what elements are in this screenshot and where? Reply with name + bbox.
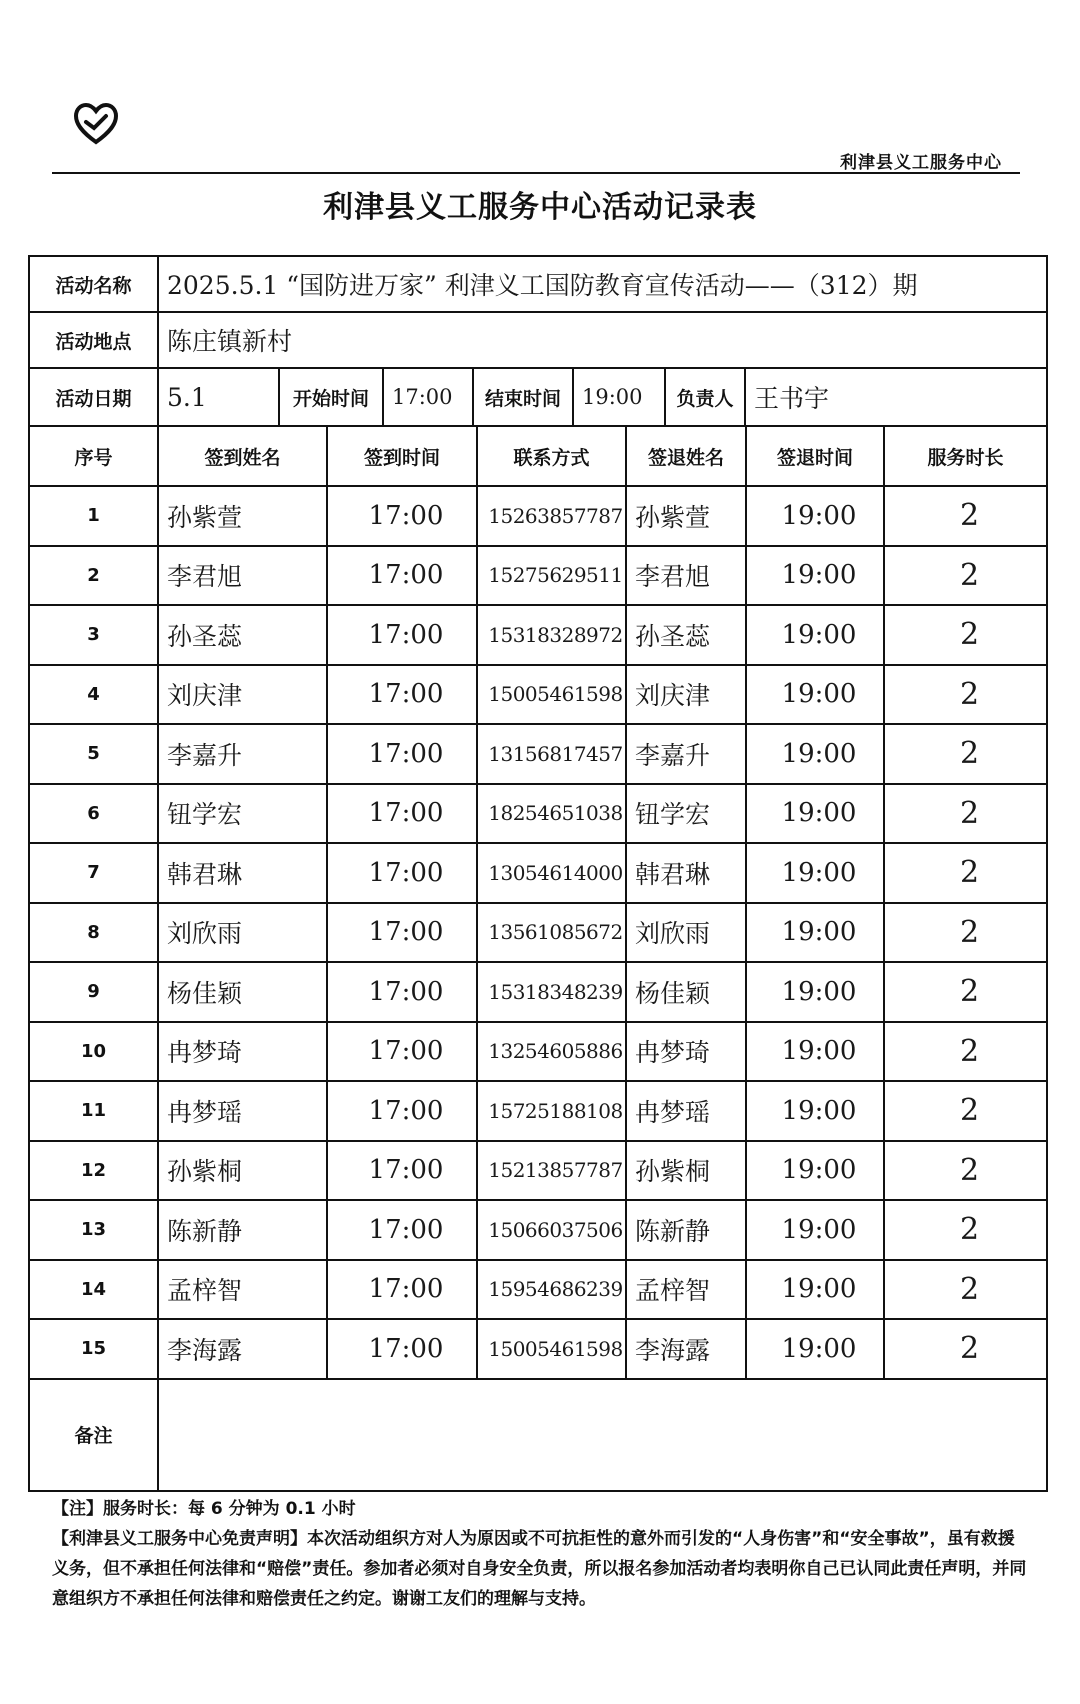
signin-time: 17:00 (327, 1260, 477, 1320)
table-row (29, 962, 1047, 1022)
row-number: 8 (29, 903, 158, 963)
activity-name-label: 活动名称 (29, 256, 158, 312)
table-row (29, 1141, 1047, 1201)
signin-name: 孟梓智 (158, 1260, 327, 1320)
table-row (29, 486, 1047, 546)
activity-name-row (29, 256, 1047, 312)
signin-time: 17:00 (327, 903, 477, 963)
column-header: 序号 (29, 426, 158, 486)
signout-time: 19:00 (746, 1200, 884, 1260)
signout-time: 19:00 (746, 962, 884, 1022)
row-number: 9 (29, 962, 158, 1022)
row-number: 10 (29, 1022, 158, 1082)
disclaimer-text: 【利津县义工服务中心免责声明】本次活动组织方对人为原因或不可抗拒性的意外而引发的“人身伤害”和“安全事故”，虽有救援义务，但不承担任何法律和“赔偿”责任。参加者必须对自身安全负责，所以报名参加活动者均表明你自己已认同此责任声明，并同意组织方不承担任何法律和赔偿责任之约定。谢谢工友们的理解与支持。 (52, 1529, 1027, 1609)
row-number: 14 (29, 1260, 158, 1320)
column-header: 联系方式 (477, 426, 626, 486)
table-row (29, 1260, 1047, 1320)
contact-phone: 15213857787 (477, 1141, 626, 1201)
end-time-label: 结束时间 (473, 369, 573, 425)
service-hours: 2 (884, 1022, 1047, 1082)
signin-name: 李嘉升 (158, 724, 327, 784)
column-header: 服务时长 (884, 426, 1047, 486)
signout-time: 19:00 (746, 546, 884, 606)
remarks-row (29, 1379, 1047, 1491)
row-number: 1 (29, 486, 158, 546)
contact-phone: 13156817457 (477, 724, 626, 784)
service-hours: 2 (884, 546, 1047, 606)
signout-time: 19:00 (746, 486, 884, 546)
heart-hand-icon (72, 100, 120, 148)
column-header: 签到姓名 (158, 426, 327, 486)
row-number: 15 (29, 1319, 158, 1379)
signin-name: 刘庆津 (158, 665, 327, 725)
contact-phone: 15318328972 (477, 605, 626, 665)
row-number: 6 (29, 784, 158, 844)
contact-phone: 13254605886 (477, 1022, 626, 1082)
signin-name: 刘欣雨 (158, 903, 327, 963)
person-in-charge-label: 负责人 (665, 369, 745, 425)
service-duration-note: 【注】服务时长：每 6 分钟为 0.1 小时 (52, 1499, 356, 1519)
signin-name: 冉梦琦 (158, 1022, 327, 1082)
signout-name: 孙圣蕊 (626, 605, 746, 665)
signin-time: 17:00 (327, 546, 477, 606)
signout-name: 李海露 (626, 1319, 746, 1379)
signout-name: 韩君琳 (626, 843, 746, 903)
service-hours: 2 (884, 1260, 1047, 1320)
signin-time: 17:00 (327, 486, 477, 546)
contact-phone: 15318348239 (477, 962, 626, 1022)
signout-name: 刘庆津 (626, 665, 746, 725)
signout-time: 19:00 (746, 903, 884, 963)
table-row (29, 546, 1047, 606)
activity-date-value: 5.1 (159, 369, 279, 425)
signout-name: 刘欣雨 (626, 903, 746, 963)
service-hours: 2 (884, 962, 1047, 1022)
table-row (29, 903, 1047, 963)
service-hours: 2 (884, 724, 1047, 784)
start-time-value: 17:00 (383, 369, 473, 425)
column-header: 签退时间 (746, 426, 884, 486)
table-row (29, 665, 1047, 725)
table-row (29, 724, 1047, 784)
signout-name: 钮学宏 (626, 784, 746, 844)
row-number: 3 (29, 605, 158, 665)
signout-name: 冉梦琦 (626, 1022, 746, 1082)
contact-phone: 15725188108 (477, 1081, 626, 1141)
signin-name: 孙紫萱 (158, 486, 327, 546)
activity-location-row (29, 312, 1047, 368)
service-hours: 2 (884, 784, 1047, 844)
activity-name-value: 2025.5.1 “国防进万家” 利津义工国防教育宣传活动——（312）期 (158, 256, 1047, 312)
contact-phone: 15005461598 (477, 665, 626, 725)
service-hours: 2 (884, 665, 1047, 725)
row-number: 7 (29, 843, 158, 903)
signin-time: 17:00 (327, 1081, 477, 1141)
table-row (29, 1022, 1047, 1082)
signout-name: 陈新静 (626, 1200, 746, 1260)
row-number: 4 (29, 665, 158, 725)
signout-name: 李君旭 (626, 546, 746, 606)
signout-name: 李嘉升 (626, 724, 746, 784)
signin-time: 17:00 (327, 1141, 477, 1201)
row-number: 5 (29, 724, 158, 784)
row-number: 13 (29, 1200, 158, 1260)
service-hours: 2 (884, 1319, 1047, 1379)
signin-name: 孙圣蕊 (158, 605, 327, 665)
row-number: 2 (29, 546, 158, 606)
signin-time: 17:00 (327, 843, 477, 903)
footer-notes (52, 1494, 1027, 1614)
row-number: 11 (29, 1081, 158, 1141)
row-number: 12 (29, 1141, 158, 1201)
signout-name: 孙紫萱 (626, 486, 746, 546)
contact-phone: 13054614000 (477, 843, 626, 903)
page-title: 利津县义工服务中心活动记录表 (323, 190, 757, 225)
remarks-label: 备注 (29, 1379, 158, 1491)
signin-time: 17:00 (327, 784, 477, 844)
contact-phone: 13561085672 (477, 903, 626, 963)
column-header-row (29, 426, 1047, 486)
signout-name: 孟梓智 (626, 1260, 746, 1320)
end-time-value: 19:00 (573, 369, 665, 425)
signin-name: 李海露 (158, 1319, 327, 1379)
table-row (29, 605, 1047, 665)
signout-time: 19:00 (746, 1081, 884, 1141)
signout-time: 19:00 (746, 724, 884, 784)
table-row (29, 1081, 1047, 1141)
signout-time: 19:00 (746, 1260, 884, 1320)
signin-time: 17:00 (327, 1022, 477, 1082)
signin-time: 17:00 (327, 605, 477, 665)
signout-time: 19:00 (746, 665, 884, 725)
signout-time: 19:00 (746, 1141, 884, 1201)
header-divider (52, 172, 1020, 174)
service-hours: 2 (884, 903, 1047, 963)
signout-time: 19:00 (746, 1319, 884, 1379)
table-row (29, 1319, 1047, 1379)
signout-name: 冉梦瑶 (626, 1081, 746, 1141)
service-hours: 2 (884, 843, 1047, 903)
organization-header: 利津县义工服务中心 (840, 153, 1002, 173)
service-hours: 2 (884, 1200, 1047, 1260)
service-hours: 2 (884, 486, 1047, 546)
column-header: 签到时间 (327, 426, 477, 486)
attendance-rows (29, 486, 1047, 1379)
activity-location-label: 活动地点 (29, 312, 158, 368)
contact-phone: 15066037506 (477, 1200, 626, 1260)
table-row (29, 784, 1047, 844)
signin-time: 17:00 (327, 1319, 477, 1379)
signout-name: 孙紫桐 (626, 1141, 746, 1201)
signin-name: 冉梦瑶 (158, 1081, 327, 1141)
person-in-charge-value: 王书宇 (754, 384, 830, 413)
activity-date-row (29, 368, 1047, 426)
signout-time: 19:00 (746, 784, 884, 844)
signin-name: 孙紫桐 (158, 1141, 327, 1201)
activity-location-value: 陈庄镇新村 (158, 312, 1047, 368)
contact-phone: 15275629511 (477, 546, 626, 606)
signin-time: 17:00 (327, 1200, 477, 1260)
service-hours: 2 (884, 1141, 1047, 1201)
signin-name: 陈新静 (158, 1200, 327, 1260)
remarks-value (158, 1379, 1047, 1491)
activity-record-table (28, 255, 1048, 1492)
activity-date-label: 活动日期 (29, 368, 158, 426)
signin-name: 李君旭 (158, 546, 327, 606)
signout-time: 19:00 (746, 843, 884, 903)
signout-time: 19:00 (746, 1022, 884, 1082)
signin-time: 17:00 (327, 665, 477, 725)
signin-time: 17:00 (327, 724, 477, 784)
signin-name: 钮学宏 (158, 784, 327, 844)
signin-name: 杨佳颖 (158, 962, 327, 1022)
column-header: 签退姓名 (626, 426, 746, 486)
table-row (29, 843, 1047, 903)
table-row (29, 1200, 1047, 1260)
contact-phone: 18254651038 (477, 784, 626, 844)
service-hours: 2 (884, 605, 1047, 665)
contact-phone: 15005461598 (477, 1319, 626, 1379)
contact-phone: 15263857787 (477, 486, 626, 546)
signin-time: 17:00 (327, 962, 477, 1022)
signout-time: 19:00 (746, 605, 884, 665)
signout-name: 杨佳颖 (626, 962, 746, 1022)
contact-phone: 15954686239 (477, 1260, 626, 1320)
service-hours: 2 (884, 1081, 1047, 1141)
signin-name: 韩君琳 (158, 843, 327, 903)
start-time-label: 开始时间 (279, 369, 383, 425)
